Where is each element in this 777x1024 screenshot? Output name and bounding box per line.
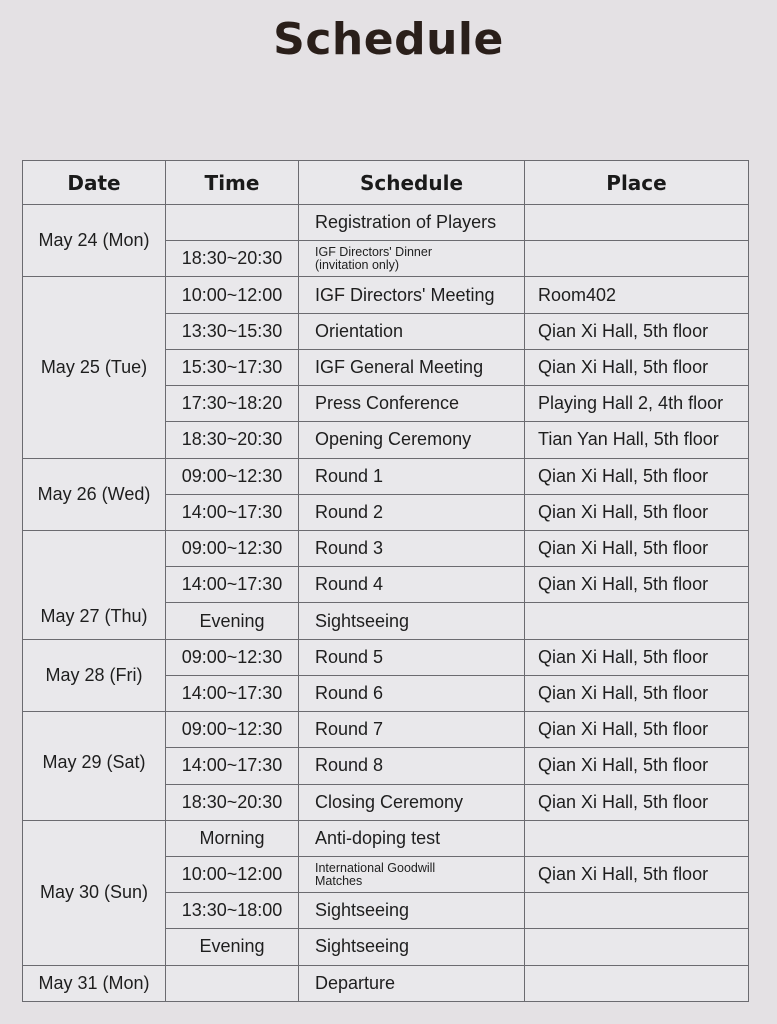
table-row [23, 458, 749, 494]
place-cell [525, 205, 749, 241]
place-cell: Playing Hall 2, 4th floor [525, 386, 749, 422]
schedule-cell: Departure [299, 965, 525, 1001]
table-row [23, 712, 749, 748]
schedule-cell: Sightseeing [299, 929, 525, 965]
place-cell [525, 820, 749, 856]
schedule-cell: Round 4 [299, 567, 525, 603]
time-cell: 13:30~15:30 [166, 313, 299, 349]
place-cell: Qian Xi Hall, 5th floor [525, 494, 749, 530]
schedule-cell: Registration of Players [299, 205, 525, 241]
place-cell: Room402 [525, 277, 749, 313]
time-cell [166, 205, 299, 241]
place-cell: Qian Xi Hall, 5th floor [525, 784, 749, 820]
schedule-cell: Orientation [299, 313, 525, 349]
place-cell: Tian Yan Hall, 5th floor [525, 422, 749, 458]
date-cell: May 26 (Wed) [23, 458, 166, 530]
schedule-cell: IGF Directors' Dinner (invitation only) [299, 241, 525, 277]
schedule-cell: Round 7 [299, 712, 525, 748]
date-cell: May 31 (Mon) [23, 965, 166, 1001]
time-cell: 15:30~17:30 [166, 349, 299, 385]
date-cell: May 28 (Fri) [23, 639, 166, 711]
table-row [23, 205, 749, 241]
schedule-cell: Sightseeing [299, 893, 525, 929]
schedule-cell: International Goodwill Matches [299, 856, 525, 892]
place-cell: Qian Xi Hall, 5th floor [525, 349, 749, 385]
table-row [23, 639, 749, 675]
place-cell [525, 965, 749, 1001]
time-cell [166, 965, 299, 1001]
table-row [23, 820, 749, 856]
place-cell: Qian Xi Hall, 5th floor [525, 313, 749, 349]
header-date: Date [23, 161, 166, 205]
header-time: Time [166, 161, 299, 205]
time-cell: 14:00~17:30 [166, 567, 299, 603]
schedule-cell: Round 5 [299, 639, 525, 675]
date-cell: May 27 (Thu) [23, 530, 166, 639]
place-cell: Qian Xi Hall, 5th floor [525, 639, 749, 675]
schedule-cell: Round 8 [299, 748, 525, 784]
page-title: Schedule [273, 14, 504, 65]
time-cell: 09:00~12:30 [166, 712, 299, 748]
schedule-cell: Round 1 [299, 458, 525, 494]
time-cell: 13:30~18:00 [166, 893, 299, 929]
place-cell: Qian Xi Hall, 5th floor [525, 567, 749, 603]
time-cell: 09:00~12:30 [166, 458, 299, 494]
place-cell [525, 929, 749, 965]
date-cell: May 25 (Tue) [23, 277, 166, 458]
time-cell: 18:30~20:30 [166, 422, 299, 458]
place-cell: Qian Xi Hall, 5th floor [525, 458, 749, 494]
table-row [23, 530, 749, 566]
time-cell: 17:30~18:20 [166, 386, 299, 422]
table-row [23, 965, 749, 1001]
schedule-cell: Anti-doping test [299, 820, 525, 856]
schedule-cell: Press Conference [299, 386, 525, 422]
place-cell: Qian Xi Hall, 5th floor [525, 748, 749, 784]
place-cell [525, 241, 749, 277]
header-place: Place [525, 161, 749, 205]
date-cell: May 30 (Sun) [23, 820, 166, 965]
time-cell: 14:00~17:30 [166, 494, 299, 530]
schedule-cell: Round 6 [299, 675, 525, 711]
schedule-cell: Round 2 [299, 494, 525, 530]
schedule-table-container [22, 160, 748, 1002]
date-cell: May 24 (Mon) [23, 205, 166, 277]
time-cell: 14:00~17:30 [166, 748, 299, 784]
place-cell: Qian Xi Hall, 5th floor [525, 856, 749, 892]
table-row [23, 277, 749, 313]
time-cell: Evening [166, 603, 299, 639]
date-cell: May 29 (Sat) [23, 712, 166, 821]
header-schedule: Schedule [299, 161, 525, 205]
time-cell: 10:00~12:00 [166, 856, 299, 892]
place-cell: Qian Xi Hall, 5th floor [525, 712, 749, 748]
place-cell [525, 603, 749, 639]
time-cell: 09:00~12:30 [166, 530, 299, 566]
schedule-table [22, 160, 749, 1002]
time-cell: 18:30~20:30 [166, 784, 299, 820]
schedule-cell: Round 3 [299, 530, 525, 566]
time-cell: 10:00~12:00 [166, 277, 299, 313]
time-cell: 14:00~17:30 [166, 675, 299, 711]
time-cell: 18:30~20:30 [166, 241, 299, 277]
place-cell: Qian Xi Hall, 5th floor [525, 530, 749, 566]
place-cell: Qian Xi Hall, 5th floor [525, 675, 749, 711]
place-cell [525, 893, 749, 929]
schedule-cell: Closing Ceremony [299, 784, 525, 820]
time-cell: 09:00~12:30 [166, 639, 299, 675]
time-cell: Morning [166, 820, 299, 856]
time-cell: Evening [166, 929, 299, 965]
schedule-cell: IGF Directors' Meeting [299, 277, 525, 313]
schedule-cell: IGF General Meeting [299, 349, 525, 385]
table-header-row [23, 161, 749, 205]
schedule-cell: Opening Ceremony [299, 422, 525, 458]
schedule-cell: Sightseeing [299, 603, 525, 639]
